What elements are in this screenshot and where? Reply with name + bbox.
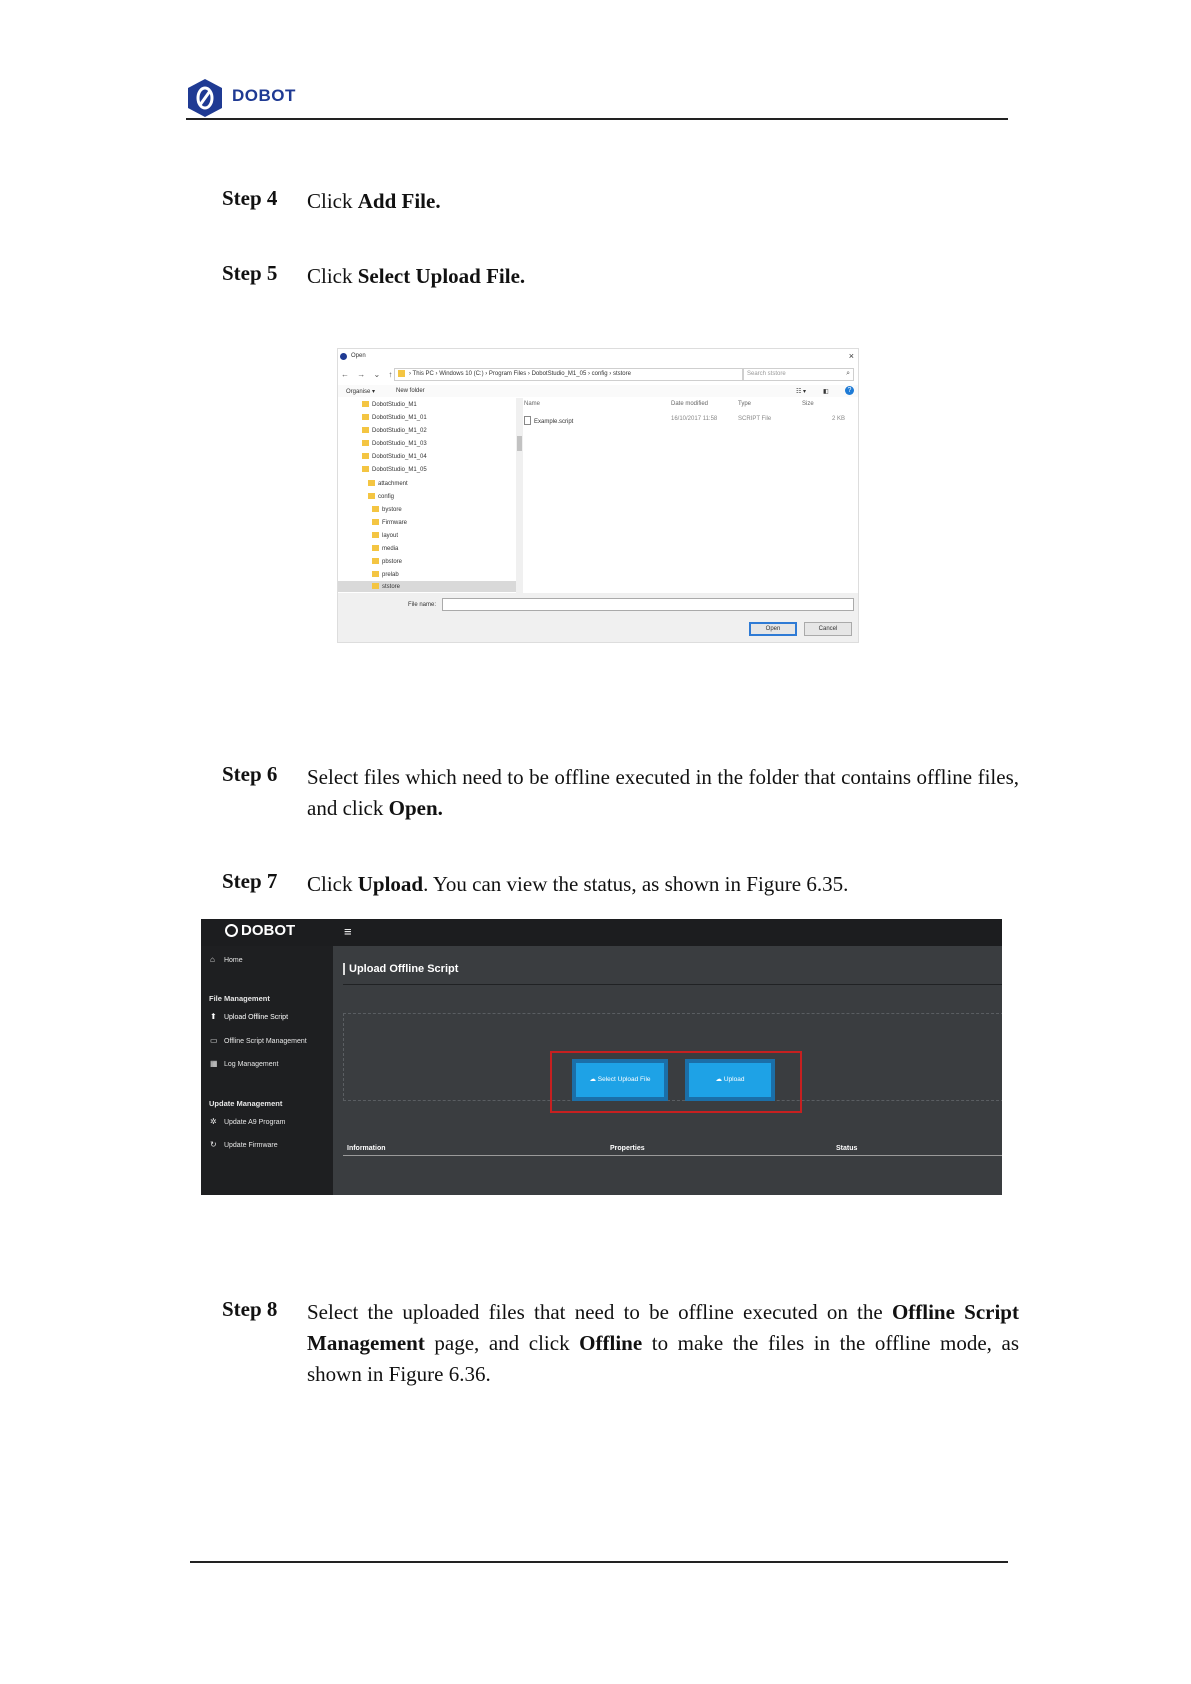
sidebar-item-log-management[interactable]: ▦ Log Management: [210, 1059, 279, 1068]
sidebar-heading-update-management: Update Management: [209, 1099, 283, 1108]
breadcrumb-path: › This PC › Windows 10 (C:) › Program Files › DobotStudio_M1_05 › config › ststore: [409, 371, 631, 377]
highlight-box: [550, 1051, 802, 1113]
app-brand: DOBOT: [225, 922, 295, 939]
step-6-text: Select files which need to be offline executed in the folder that contains offline files, and click Open.: [307, 765, 1019, 820]
tree-item[interactable]: config: [368, 493, 394, 505]
file-row[interactable]: Example.script: [524, 416, 573, 425]
dialog-toolbar: [338, 385, 858, 397]
cancel-button[interactable]: Cancel: [804, 622, 852, 636]
step-7-label: Step 7: [222, 869, 278, 893]
app-icon: [340, 353, 347, 360]
column-header-status: Status: [836, 1145, 858, 1152]
dialog-title: Open: [351, 353, 366, 359]
log-icon: ▦: [210, 1059, 218, 1068]
refresh-icon: ↻: [210, 1140, 217, 1149]
spinner-icon: ✲: [210, 1117, 217, 1126]
app-topbar: [201, 919, 1002, 946]
brand-name: DOBOT: [232, 86, 296, 105]
calendar-icon: ▭: [210, 1036, 218, 1045]
footer-divider: [190, 1561, 1008, 1563]
file-name-input[interactable]: [442, 598, 854, 611]
tree-scrollbar[interactable]: [516, 398, 523, 593]
step-7-text: Click Upload. You can view the status, as shown in Figure 6.35.: [307, 872, 849, 896]
new-folder-button[interactable]: New folder: [396, 388, 425, 394]
step-6-label: Step 6: [222, 762, 278, 786]
folder-icon: [398, 370, 405, 377]
file-date: 16/10/2017 11:58: [671, 416, 718, 422]
breadcrumb[interactable]: [394, 368, 744, 381]
sidebar-item-upload-offline-script[interactable]: ⬆ Upload Offline Script: [210, 1012, 289, 1021]
sidebar-heading-file-management: File Management: [209, 994, 270, 1003]
view-options-icon[interactable]: ☷ ▾: [796, 389, 807, 395]
dobot-logo-icon: [186, 78, 224, 118]
upload-icon: ⬆: [210, 1012, 217, 1021]
tree-item[interactable]: DobotStudio_M1_05: [362, 466, 427, 478]
dialog-footer: [338, 593, 858, 642]
upload-button[interactable]: ☁ Upload: [689, 1063, 771, 1097]
column-header-properties: Properties: [610, 1145, 645, 1152]
step-4-label: Step 4: [222, 186, 278, 210]
home-icon: ⌂: [210, 955, 215, 964]
column-header-name[interactable]: Name: [524, 401, 541, 407]
dobot-web-ui: [201, 919, 1002, 1195]
table-header-divider: [343, 1155, 1002, 1156]
sidebar-item-update-a9-program[interactable]: ✲ Update A9 Program: [210, 1117, 286, 1126]
column-header-type[interactable]: Type: [738, 401, 752, 407]
dialog-titlebar: [338, 349, 858, 363]
column-header-size[interactable]: Size: [802, 401, 814, 407]
tree-item[interactable]: DobotStudio_M1_03: [362, 440, 427, 452]
search-input[interactable]: Search ststore ⌕: [742, 368, 854, 381]
search-icon: ⌕: [846, 370, 850, 377]
step-5-label: Step 5: [222, 261, 278, 285]
sidebar-item-offline-script-management[interactable]: ▭ Offline Script Management: [210, 1036, 307, 1045]
header-divider: [186, 118, 1008, 120]
app-sidebar: [201, 946, 333, 1195]
help-icon[interactable]: ?: [845, 386, 854, 395]
dobot-logo-icon: [225, 924, 238, 937]
open-file-dialog: [338, 349, 858, 642]
tree-item[interactable]: DobotStudio_M1: [362, 401, 417, 413]
file-size: 2 KB: [832, 416, 846, 422]
preview-pane-icon[interactable]: ◧: [823, 389, 829, 395]
tree-item[interactable]: Firmware: [372, 519, 407, 531]
selected-folder-highlight: [338, 581, 516, 592]
open-button[interactable]: Open: [749, 622, 797, 636]
file-type: SCRIPT File: [738, 416, 772, 422]
select-upload-file-button[interactable]: ☁ Select Upload File: [576, 1063, 664, 1097]
folder-tree: [338, 398, 517, 593]
address-bar: [338, 368, 858, 381]
tree-item[interactable]: prelab: [372, 571, 399, 583]
file-name-label: File name:: [408, 602, 437, 608]
tree-item[interactable]: DobotStudio_M1_01: [362, 414, 427, 426]
menu-icon[interactable]: ≡: [344, 924, 352, 939]
title-divider: [343, 984, 1002, 985]
organise-button[interactable]: Organise ▾: [346, 389, 376, 395]
tree-item[interactable]: DobotStudio_M1_04: [362, 453, 427, 465]
file-icon: [524, 416, 531, 425]
page-title: Upload Offline Script: [343, 963, 458, 975]
step-4-text: Click Add File.: [307, 189, 441, 213]
tree-item[interactable]: layout: [372, 532, 398, 544]
step-8-text: Select the uploaded files that need to be offline executed on the Offline Script Management page, and click Offline to make the files in the offline mode, as shown in Figure 6.36.: [307, 1300, 1020, 1386]
tree-item[interactable]: media: [372, 545, 398, 557]
column-header-information: Information: [347, 1145, 386, 1152]
tree-item[interactable]: DobotStudio_M1_02: [362, 427, 427, 439]
step-8-label: Step 8: [222, 1297, 278, 1321]
tree-item[interactable]: pbstore: [372, 558, 402, 570]
tree-item[interactable]: attachment: [368, 480, 408, 492]
close-icon[interactable]: ×: [848, 351, 854, 361]
sidebar-item-update-firmware[interactable]: ↻ Update Firmware: [210, 1140, 278, 1149]
navigation-arrows-icon[interactable]: ← → ⌄ ↑: [341, 370, 396, 379]
tree-item[interactable]: bystore: [372, 506, 402, 518]
column-header-date[interactable]: Date modified: [671, 401, 709, 407]
file-list: [524, 398, 854, 593]
sidebar-item-home[interactable]: ⌂ Home: [210, 955, 243, 964]
app-main: [333, 946, 1002, 1195]
step-5-text: Click Select Upload File.: [307, 264, 526, 288]
tree-item-selected[interactable]: ststore: [372, 583, 400, 595]
